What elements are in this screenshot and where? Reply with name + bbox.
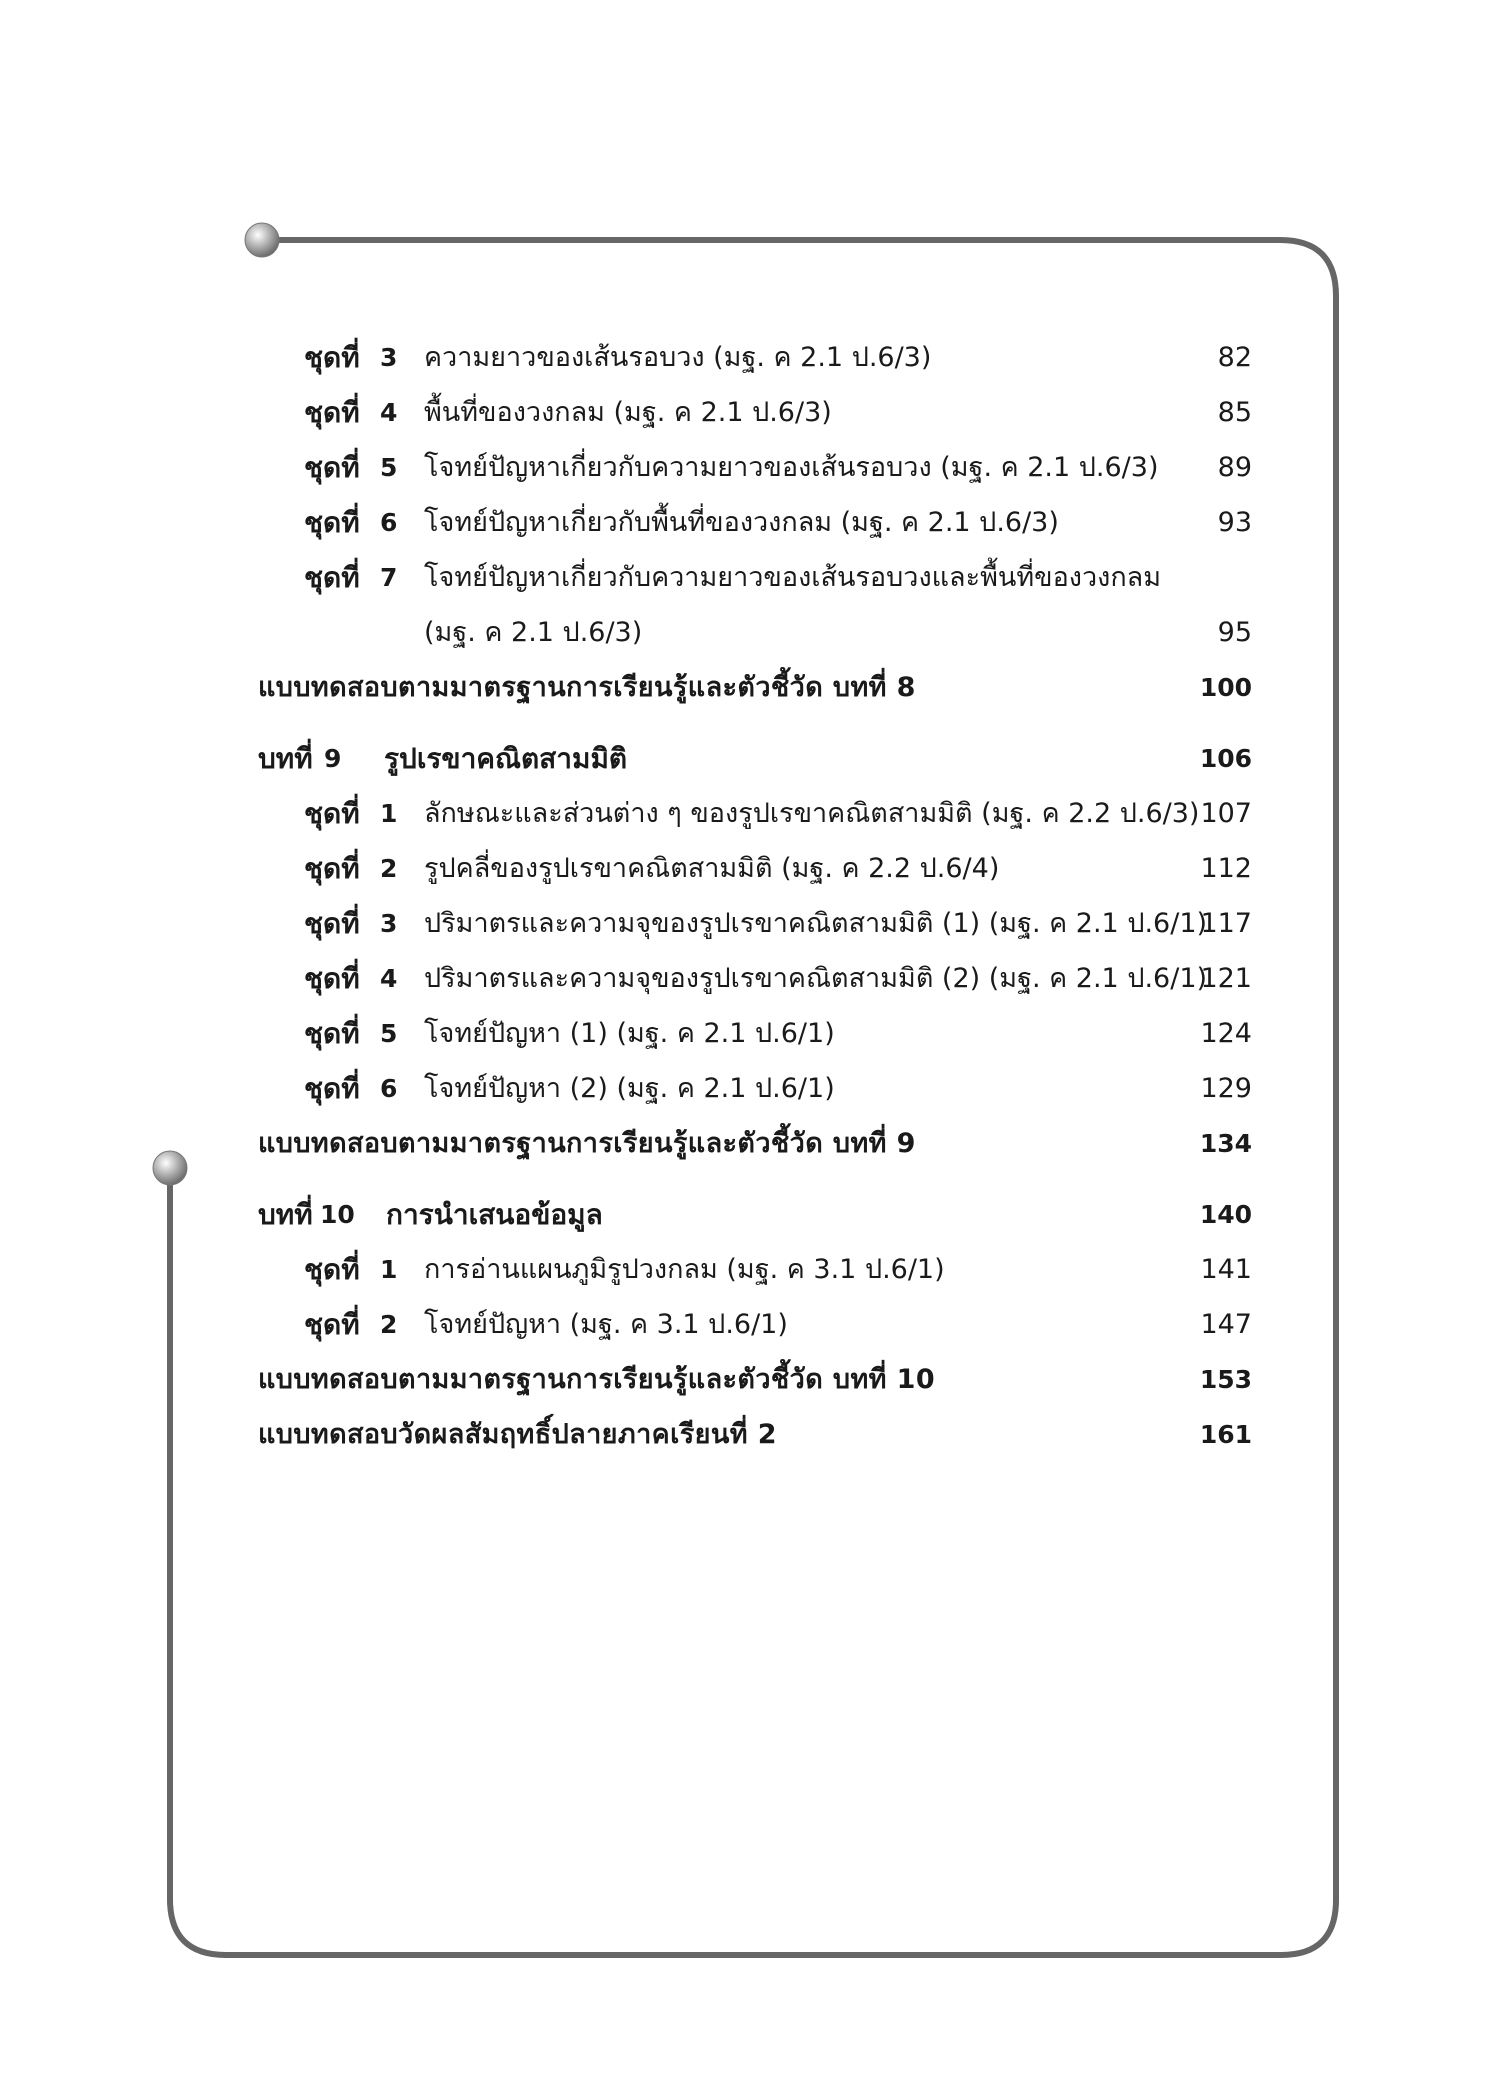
set-label: ชุดที่ — [304, 797, 360, 830]
entry-title: รูปคลี่ของรูปเรขาคณิตสามมิติ (มฐ. ค 2.2 ป.6/4) — [424, 853, 1000, 884]
set-number: 3 — [380, 343, 398, 372]
toc-row — [258, 896, 1252, 951]
set-number: 6 — [380, 508, 398, 537]
toc-row — [258, 550, 1252, 605]
page-number: 93 — [1217, 507, 1252, 538]
test-row — [258, 1116, 1252, 1171]
entry-title: ปริมาตรและความจุของรูปเรขาคณิตสามมิติ (1) (มฐ. ค 2.1 ป.6/1) — [424, 908, 1208, 939]
set-number: 6 — [380, 1074, 398, 1103]
page-number: 161 — [1199, 1420, 1252, 1449]
set-label: ชุดที่ — [304, 1072, 360, 1105]
toc-row — [258, 841, 1252, 896]
test-title: แบบทดสอบตามมาตรฐานการเรียนรู้และตัวชี้วัด บทที่ 9 — [258, 1128, 916, 1159]
frame-right-border — [1281, 296, 1336, 1955]
chapter-row — [258, 1187, 1252, 1242]
entry-title-continued: (มฐ. ค 2.1 ป.6/3) — [424, 617, 643, 648]
toc-row-continuation — [258, 605, 1252, 660]
page-number: 106 — [1199, 744, 1252, 773]
set-label: ชุดที่ — [304, 506, 360, 539]
page-number: 121 — [1200, 963, 1252, 994]
page-number: 107 — [1200, 798, 1252, 829]
chapter-label: บทที่ — [258, 1198, 313, 1231]
entry-title: โจทย์ปัญหา (1) (มฐ. ค 2.1 ป.6/1) — [424, 1018, 835, 1049]
set-number: 2 — [380, 1310, 398, 1339]
set-number: 3 — [380, 909, 398, 938]
set-number: 4 — [380, 964, 398, 993]
chapter-title: รูปเรขาคณิตสามมิติ — [384, 742, 628, 775]
set-label: ชุดที่ — [304, 962, 360, 995]
page-number: 134 — [1199, 1129, 1252, 1158]
frame-top-border — [262, 240, 1336, 296]
toc-row — [258, 1006, 1252, 1061]
test-title: แบบทดสอบตามมาตรฐานการเรียนรู้และตัวชี้วัด บทที่ 8 — [258, 672, 916, 703]
set-label: ชุดที่ — [304, 396, 360, 429]
test-row — [258, 660, 1252, 715]
page-number: 117 — [1200, 908, 1252, 939]
page-number: 95 — [1217, 617, 1252, 648]
entry-title: โจทย์ปัญหาเกี่ยวกับพื้นที่ของวงกลม (มฐ. ค 2.1 ป.6/3) — [424, 507, 1059, 538]
set-label: ชุดที่ — [304, 852, 360, 885]
entry-title: การอ่านแผนภูมิรูปวงกลม (มฐ. ค 3.1 ป.6/1) — [424, 1254, 945, 1285]
toc-row — [258, 385, 1252, 440]
page-number: 89 — [1217, 452, 1252, 483]
entry-title: โจทย์ปัญหา (2) (มฐ. ค 2.1 ป.6/1) — [424, 1073, 835, 1104]
set-number: 7 — [380, 563, 398, 592]
page-number: 140 — [1199, 1200, 1252, 1229]
set-label: ชุดที่ — [304, 1017, 360, 1050]
side-ball-ornament — [153, 1151, 187, 1185]
set-number: 4 — [380, 398, 398, 427]
entry-title: ลักษณะและส่วนต่าง ๆ ของรูปเรขาคณิตสามมิติ (มฐ. ค 2.2 ป.6/3) — [424, 798, 1200, 829]
chapter-number: 10 — [320, 1200, 355, 1229]
entry-title: โจทย์ปัญหาเกี่ยวกับความยาวของเส้นรอบวง (มฐ. ค 2.1 ป.6/3) — [424, 452, 1159, 483]
chapter-row — [258, 731, 1252, 786]
set-number: 5 — [380, 453, 398, 482]
table-of-contents — [258, 330, 1252, 1462]
page-number: 100 — [1199, 673, 1252, 702]
toc-row — [258, 1061, 1252, 1116]
set-label: ชุดที่ — [304, 1253, 360, 1286]
set-label: ชุดที่ — [304, 561, 360, 594]
set-number: 2 — [380, 854, 398, 883]
page-number: 112 — [1200, 853, 1252, 884]
set-number: 5 — [380, 1019, 398, 1048]
top-ball-ornament — [245, 223, 279, 257]
set-label: ชุดที่ — [304, 451, 360, 484]
toc-row — [258, 495, 1252, 550]
page-number: 124 — [1200, 1018, 1252, 1049]
entry-title: ปริมาตรและความจุของรูปเรขาคณิตสามมิติ (2) (มฐ. ค 2.1 ป.6/1) — [424, 963, 1208, 994]
page-number: 85 — [1217, 397, 1252, 428]
set-label: ชุดที่ — [304, 341, 360, 374]
chapter-number: 9 — [324, 744, 342, 773]
toc-row — [258, 1297, 1252, 1352]
test-title: แบบทดสอบตามมาตรฐานการเรียนรู้และตัวชี้วัด บทที่ 10 — [258, 1364, 936, 1395]
chapter-label: บทที่ — [258, 742, 313, 775]
frame-bottom-border — [170, 1899, 1281, 1955]
entry-title: โจทย์ปัญหา (มฐ. ค 3.1 ป.6/1) — [424, 1309, 788, 1340]
set-number: 1 — [380, 799, 398, 828]
set-number: 1 — [380, 1255, 398, 1284]
toc-row — [258, 786, 1252, 841]
entry-title: ความยาวของเส้นรอบวง (มฐ. ค 2.1 ป.6/3) — [424, 342, 932, 373]
set-label: ชุดที่ — [304, 1308, 360, 1341]
chapter-title: การนำเสนอข้อมูล — [386, 1198, 603, 1231]
page-number: 147 — [1200, 1309, 1252, 1340]
page-number: 141 — [1200, 1254, 1252, 1285]
page-number: 129 — [1200, 1073, 1252, 1104]
set-label: ชุดที่ — [304, 907, 360, 940]
toc-row — [258, 951, 1252, 1006]
toc-row — [258, 330, 1252, 385]
page-number: 153 — [1199, 1365, 1252, 1394]
test-row — [258, 1407, 1252, 1462]
toc-row — [258, 1242, 1252, 1297]
test-title: แบบทดสอบวัดผลสัมฤทธิ์ปลายภาคเรียนที่ 2 — [258, 1419, 777, 1450]
page-number: 82 — [1217, 342, 1252, 373]
entry-title: โจทย์ปัญหาเกี่ยวกับความยาวของเส้นรอบวงและพื้นที่ของวงกลม — [424, 562, 1162, 593]
toc-row — [258, 440, 1252, 495]
test-row — [258, 1352, 1252, 1407]
entry-title: พื้นที่ของวงกลม (มฐ. ค 2.1 ป.6/3) — [424, 397, 832, 428]
